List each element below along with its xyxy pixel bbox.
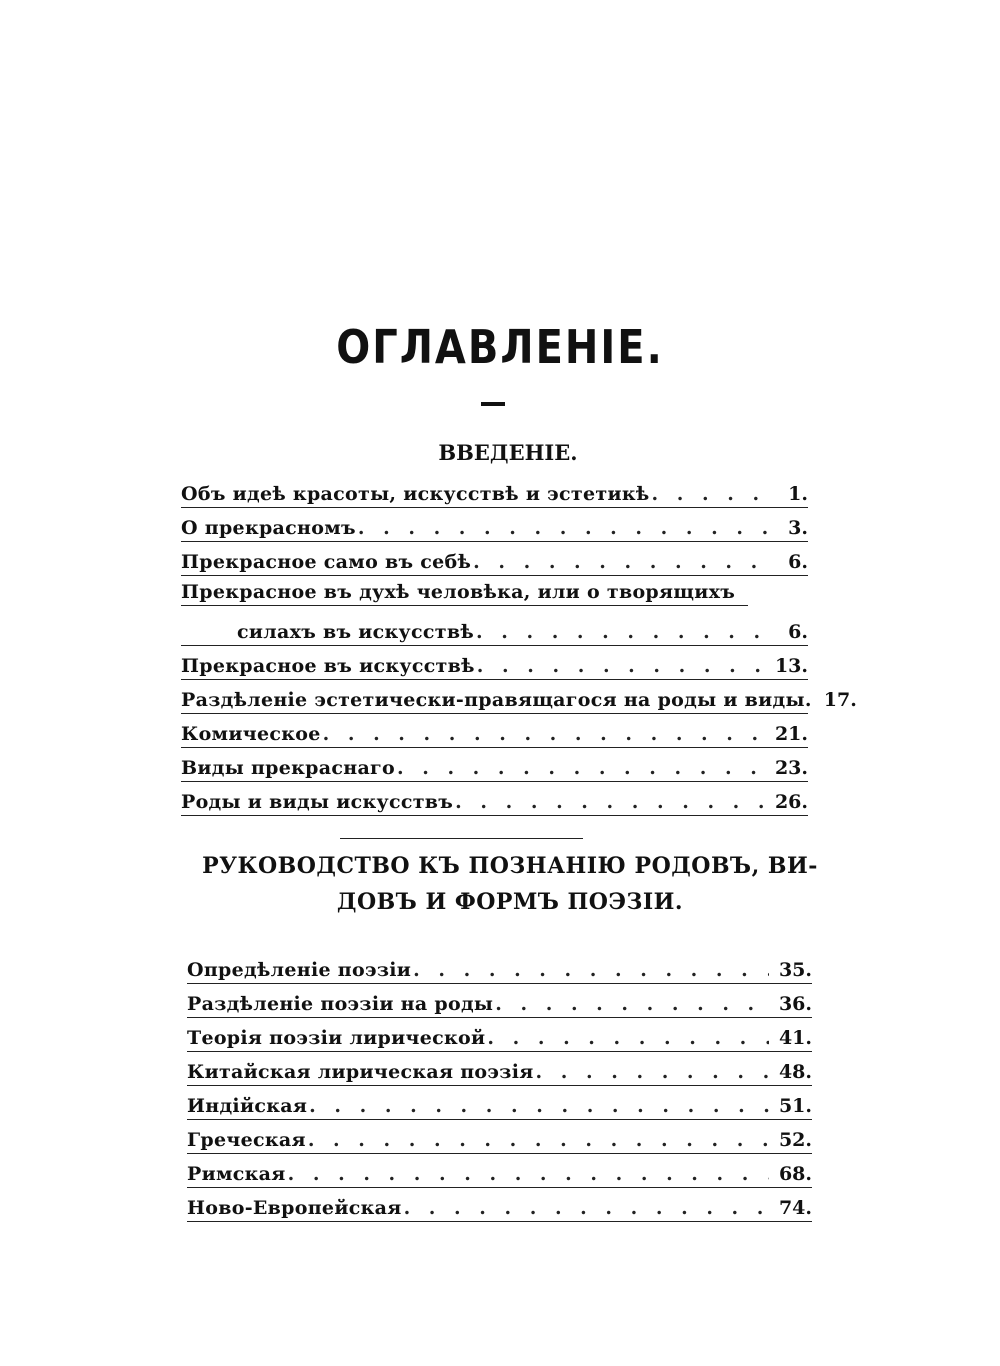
dot-leader xyxy=(487,1027,769,1049)
toc-entry[interactable] xyxy=(187,984,812,1018)
toc-page-number: 41. xyxy=(778,1027,812,1049)
toc-page-number: 52. xyxy=(778,1129,812,1151)
dot-leader xyxy=(308,1129,769,1151)
introduction-heading: ВВЕДЕНІЕ. xyxy=(438,440,578,465)
toc-page-number: 68. xyxy=(778,1163,812,1185)
toc-entry-label: Теорія поэзіи лирической xyxy=(187,1027,486,1049)
toc-entry-label: Виды прекраснаго xyxy=(181,757,395,779)
dot-leader xyxy=(473,551,768,573)
dot-leader xyxy=(397,757,765,779)
dot-leader xyxy=(413,959,769,981)
toc-entry-label: Комическое xyxy=(181,723,321,745)
toc-page-number: 3. xyxy=(788,517,808,539)
toc-page-number: 13. xyxy=(774,655,808,677)
dot-leader xyxy=(536,1061,769,1083)
toc-entry[interactable] xyxy=(181,748,808,782)
toc-entry-label: Прекрасное въ искусствѣ xyxy=(181,655,475,677)
guide-heading-line-2: ДОВЪ И ФОРМЪ ПОЭЗІИ. xyxy=(336,889,684,915)
toc-entry[interactable] xyxy=(187,1154,812,1188)
toc-entry[interactable] xyxy=(181,714,808,748)
toc-page-number: 74. xyxy=(778,1197,812,1219)
toc-page-number: 6. xyxy=(788,551,808,573)
toc-entry-label: Римская xyxy=(187,1163,286,1185)
dot-leader xyxy=(358,517,768,539)
toc-entry-label: Раздѣленіе поэзіи на роды xyxy=(187,993,494,1015)
dot-leader xyxy=(477,655,765,677)
page-title: ОГЛАВЛЕНІЕ. xyxy=(336,321,664,375)
toc-entry[interactable] xyxy=(181,680,857,714)
toc-entry-label: Прекрасное въ духѣ человѣка, или о творящихъ xyxy=(181,580,736,603)
toc-entry-label: Объ идеѣ красоты, искусствѣ и эстетикѣ xyxy=(181,483,650,505)
toc-entry-label: Греческая xyxy=(187,1129,306,1151)
toc-entry[interactable] xyxy=(187,1188,812,1222)
dot-leader xyxy=(404,1197,769,1219)
toc-entry-label: силахъ въ искусствѣ xyxy=(237,621,474,643)
toc-entry-label: Ново-Европейская xyxy=(187,1197,402,1219)
toc-entry[interactable] xyxy=(181,576,808,646)
toc-entry[interactable] xyxy=(181,508,808,542)
toc-page-number: 51. xyxy=(778,1095,812,1117)
toc-page-number: 48. xyxy=(778,1061,812,1083)
toc-entry-label: Прекрасное само въ себѣ xyxy=(181,551,472,573)
toc-entry[interactable] xyxy=(187,1086,812,1120)
guide-heading-line-1: РУКОВОДСТВО КЪ ПОЗНАНІЮ РОДОВЪ, ВИ- xyxy=(202,853,818,879)
toc-entry-label: Индійская xyxy=(187,1095,308,1117)
title-dash-divider xyxy=(481,402,505,406)
dot-leader xyxy=(476,621,768,643)
toc-entry[interactable] xyxy=(181,542,808,576)
toc-entry-label: О прекрасномъ xyxy=(181,517,356,539)
toc-entry[interactable] xyxy=(187,1120,812,1154)
toc-entry[interactable] xyxy=(181,474,808,508)
toc-entry-label: Роды и виды искусствъ xyxy=(181,791,454,813)
toc-entry-first-line xyxy=(181,576,748,606)
toc-page-number: 21. xyxy=(774,723,808,745)
toc-page-number: 23. xyxy=(774,757,808,779)
toc-entry[interactable] xyxy=(187,950,812,984)
introduction-toc-list xyxy=(181,474,857,816)
toc-page-number: 35. xyxy=(778,959,812,981)
toc-page-number: 36. xyxy=(778,993,812,1015)
toc-entry[interactable] xyxy=(187,1018,812,1052)
toc-page-number: 26. xyxy=(774,791,808,813)
toc-entry[interactable] xyxy=(187,1052,812,1086)
toc-entry-label: Опредѣленіе поэзіи xyxy=(187,959,412,981)
dot-leader xyxy=(323,723,765,745)
toc-entry[interactable] xyxy=(181,782,808,816)
toc-entry-label: Китайская лирическая поэзія xyxy=(187,1061,534,1083)
toc-entry-label: Раздѣленіе эстетически-правящагося на роды и виды. xyxy=(181,689,812,711)
dot-leader xyxy=(652,483,768,505)
dot-leader xyxy=(309,1095,769,1117)
toc-page-number: 17. xyxy=(823,689,857,711)
toc-page-number: 1. xyxy=(788,483,808,505)
toc-page-number: 6. xyxy=(788,621,808,643)
section-divider xyxy=(340,838,583,839)
guide-toc-list xyxy=(187,950,812,1222)
dot-leader xyxy=(288,1163,769,1185)
toc-entry[interactable] xyxy=(181,646,808,680)
toc-entry-second-line xyxy=(181,606,808,643)
dot-leader xyxy=(495,993,769,1015)
guide-heading xyxy=(0,848,1000,920)
dot-leader xyxy=(455,791,765,813)
